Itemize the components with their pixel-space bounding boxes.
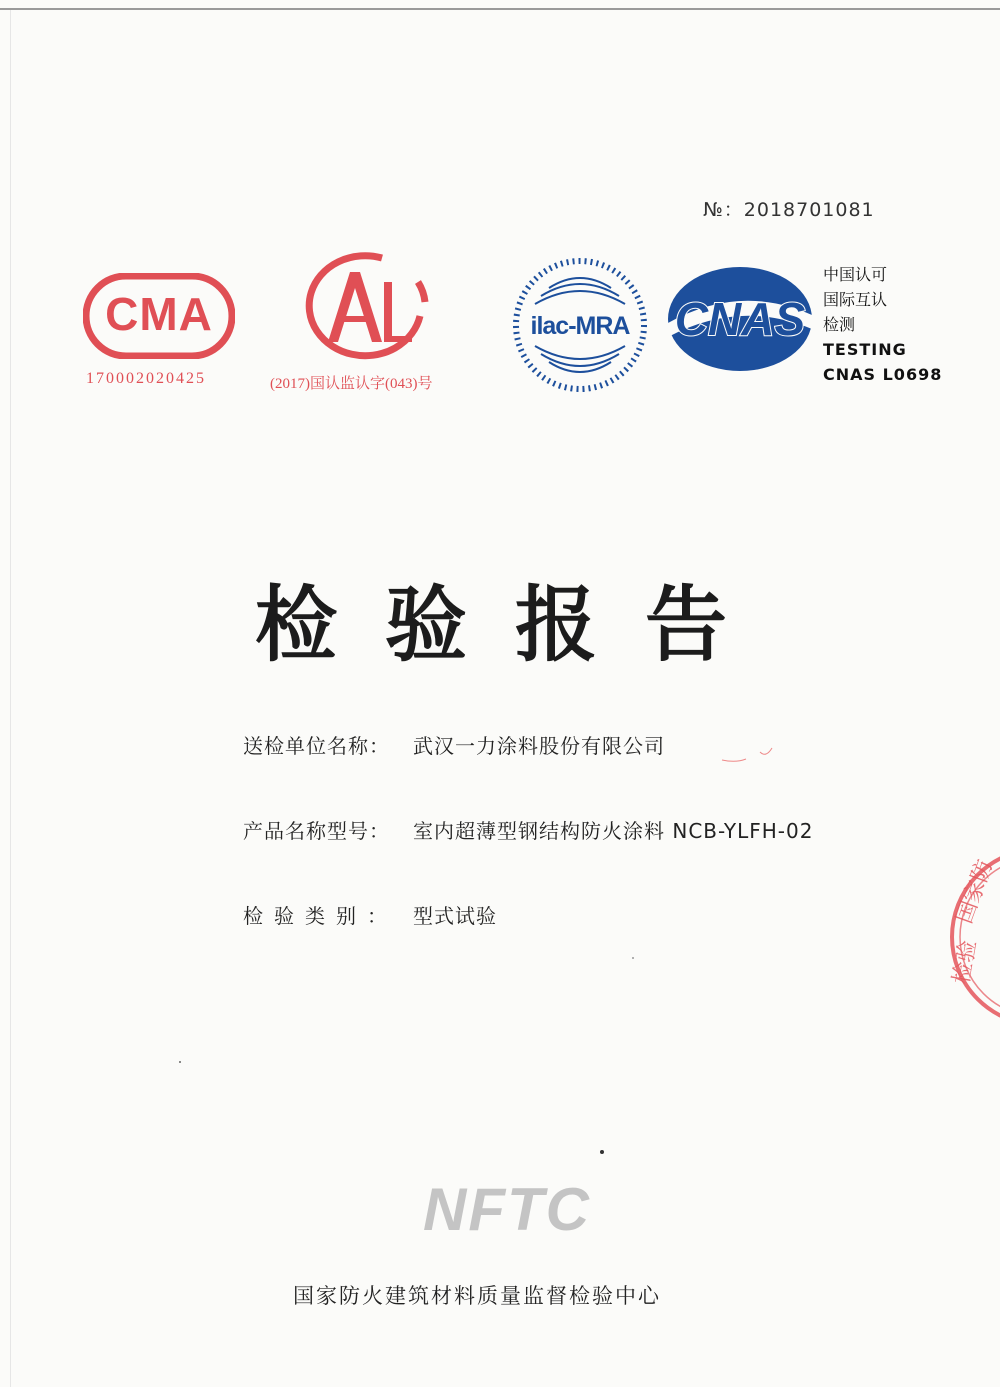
cal-logo-text: CAL <box>298 252 300 253</box>
nftc-logo-text: NFTC <box>423 1176 591 1243</box>
product-label: 产品名称型号： <box>243 819 390 843</box>
cnas-line-2: 国际互认 <box>823 290 888 309</box>
cma-number: 170002020425 <box>86 370 206 387</box>
svg-text:检验: 检验 <box>949 938 982 987</box>
cnas-line-1: 中国认可 <box>823 265 888 284</box>
report-number: №：2018701081 <box>703 199 875 221</box>
inspection-type-label: 检验类别： <box>243 904 398 928</box>
cnas-line-5: CNAS L0698 <box>823 365 943 384</box>
product-value: 室内超薄型钢结构防火涂料 NCB-YLFH-02 <box>413 819 814 843</box>
client-label: 送检单位名称： <box>243 734 390 758</box>
svg-text:国家防: 国家防 <box>952 856 999 928</box>
ilac-logo-text: ilac-MRA <box>530 312 630 340</box>
cal-number: (2017)国认监认字(043)号 <box>270 376 433 392</box>
page-title: 检验报告 <box>255 578 776 673</box>
cnas-logo-text: CNAS <box>674 293 806 345</box>
inspection-type-value: 型式试验 <box>413 904 497 928</box>
issuer-name: 国家防火建筑材料质量监督检验中心 <box>293 1284 661 1308</box>
client-value: 武汉一力涂料股份有限公司 <box>413 734 665 758</box>
cnas-line-4: TESTING <box>823 340 907 359</box>
cma-logo-text: CMA <box>105 288 213 340</box>
cnas-line-3: 检测 <box>823 315 856 334</box>
